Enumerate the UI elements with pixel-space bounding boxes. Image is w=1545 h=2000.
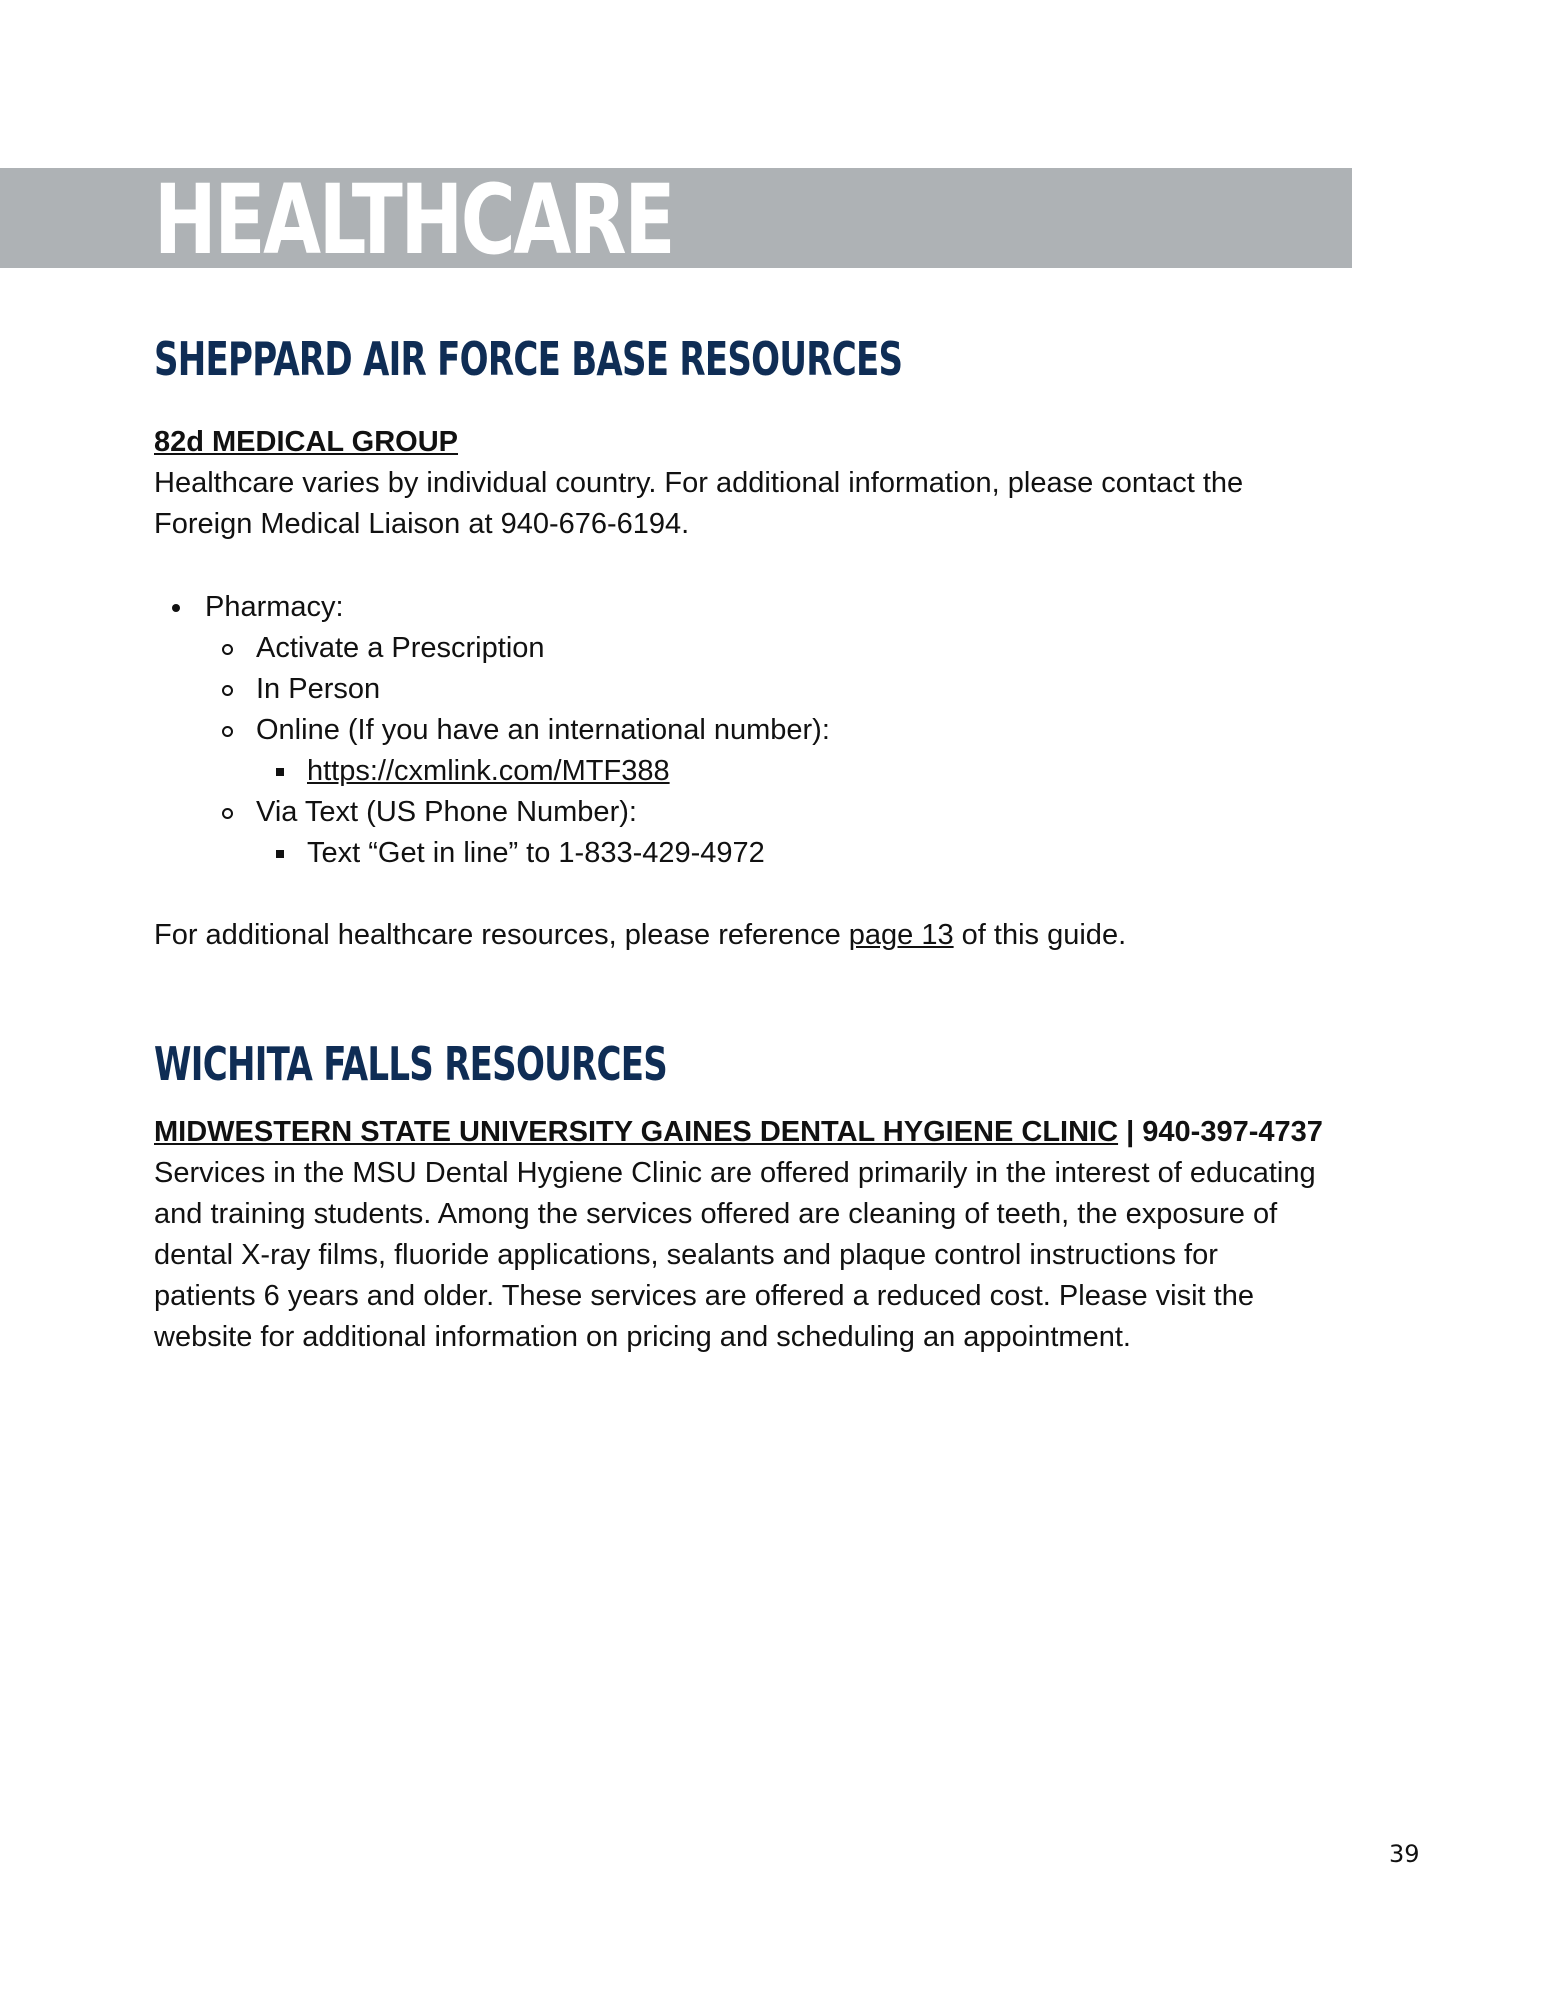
clinic-description-line-5: website for additional information on pricing and scheduling an appointment.	[154, 1321, 1131, 1353]
clinic-description-line-1: Services in the MSU Dental Hygiene Clinic are offered primarily in the interest of educating	[154, 1157, 1316, 1189]
reference-prefix: For additional healthcare resources, please reference	[154, 919, 849, 951]
header-banner	[0, 168, 1352, 268]
page-number: 39	[1389, 1840, 1420, 1868]
list-item-online: Online (If you have an international number):	[256, 714, 830, 746]
bullet-circle-icon	[222, 685, 233, 696]
bullet-circle-icon	[222, 726, 233, 737]
clinic-phone: | 940-397-4737	[1118, 1116, 1323, 1148]
list-item-in-person: In Person	[256, 673, 381, 705]
online-link-line	[307, 750, 670, 792]
group-title	[154, 421, 458, 463]
page-title: HEALTHCARE	[154, 168, 674, 268]
reference-line	[154, 914, 1126, 956]
clinic-name: MIDWESTERN STATE UNIVERSITY GAINES DENTAL HYGIENE CLINIC	[154, 1116, 1119, 1148]
bullet-disc-icon	[172, 604, 180, 612]
clinic-description-line-2: and training students. Among the services offered are cleaning of teeth, the exposure of	[154, 1198, 1278, 1230]
section-heading-wichita: WICHITA FALLS RESOURCES	[154, 1037, 668, 1091]
intro-line-2: Foreign Medical Liaison at 940-676-6194.	[154, 508, 690, 540]
bullet-square-icon	[276, 850, 284, 858]
bullet-circle-icon	[222, 644, 233, 655]
group-title-text: 82d MEDICAL GROUP	[154, 426, 459, 458]
pharmacy-label: Pharmacy:	[205, 591, 344, 623]
clinic-title	[154, 1111, 1323, 1153]
intro-line-1: Healthcare varies by individual country. For additional information, please contact the	[154, 467, 1244, 499]
clinic-description-line-4: patients 6 years and older. These services are offered a reduced cost. Please visit the	[154, 1280, 1254, 1312]
list-item-text-instruction: Text “Get in line” to 1-833-429-4972	[307, 837, 765, 869]
list-item-activate: Activate a Prescription	[256, 632, 545, 664]
bullet-circle-icon	[222, 808, 233, 819]
list-item-via-text: Via Text (US Phone Number):	[256, 796, 637, 828]
reference-suffix: of this guide.	[953, 919, 1127, 951]
clinic-description-line-3: dental X-ray films, fluoride applications, sealants and plaque control instructions for	[154, 1239, 1218, 1271]
section-heading-sheppard: SHEPPARD AIR FORCE BASE RESOURCES	[154, 332, 903, 386]
pharmacy-online-link[interactable]: https://cxmlink.com/MTF388	[307, 755, 670, 787]
bullet-square-icon	[276, 768, 284, 776]
page-13-link[interactable]: page 13	[848, 919, 954, 951]
